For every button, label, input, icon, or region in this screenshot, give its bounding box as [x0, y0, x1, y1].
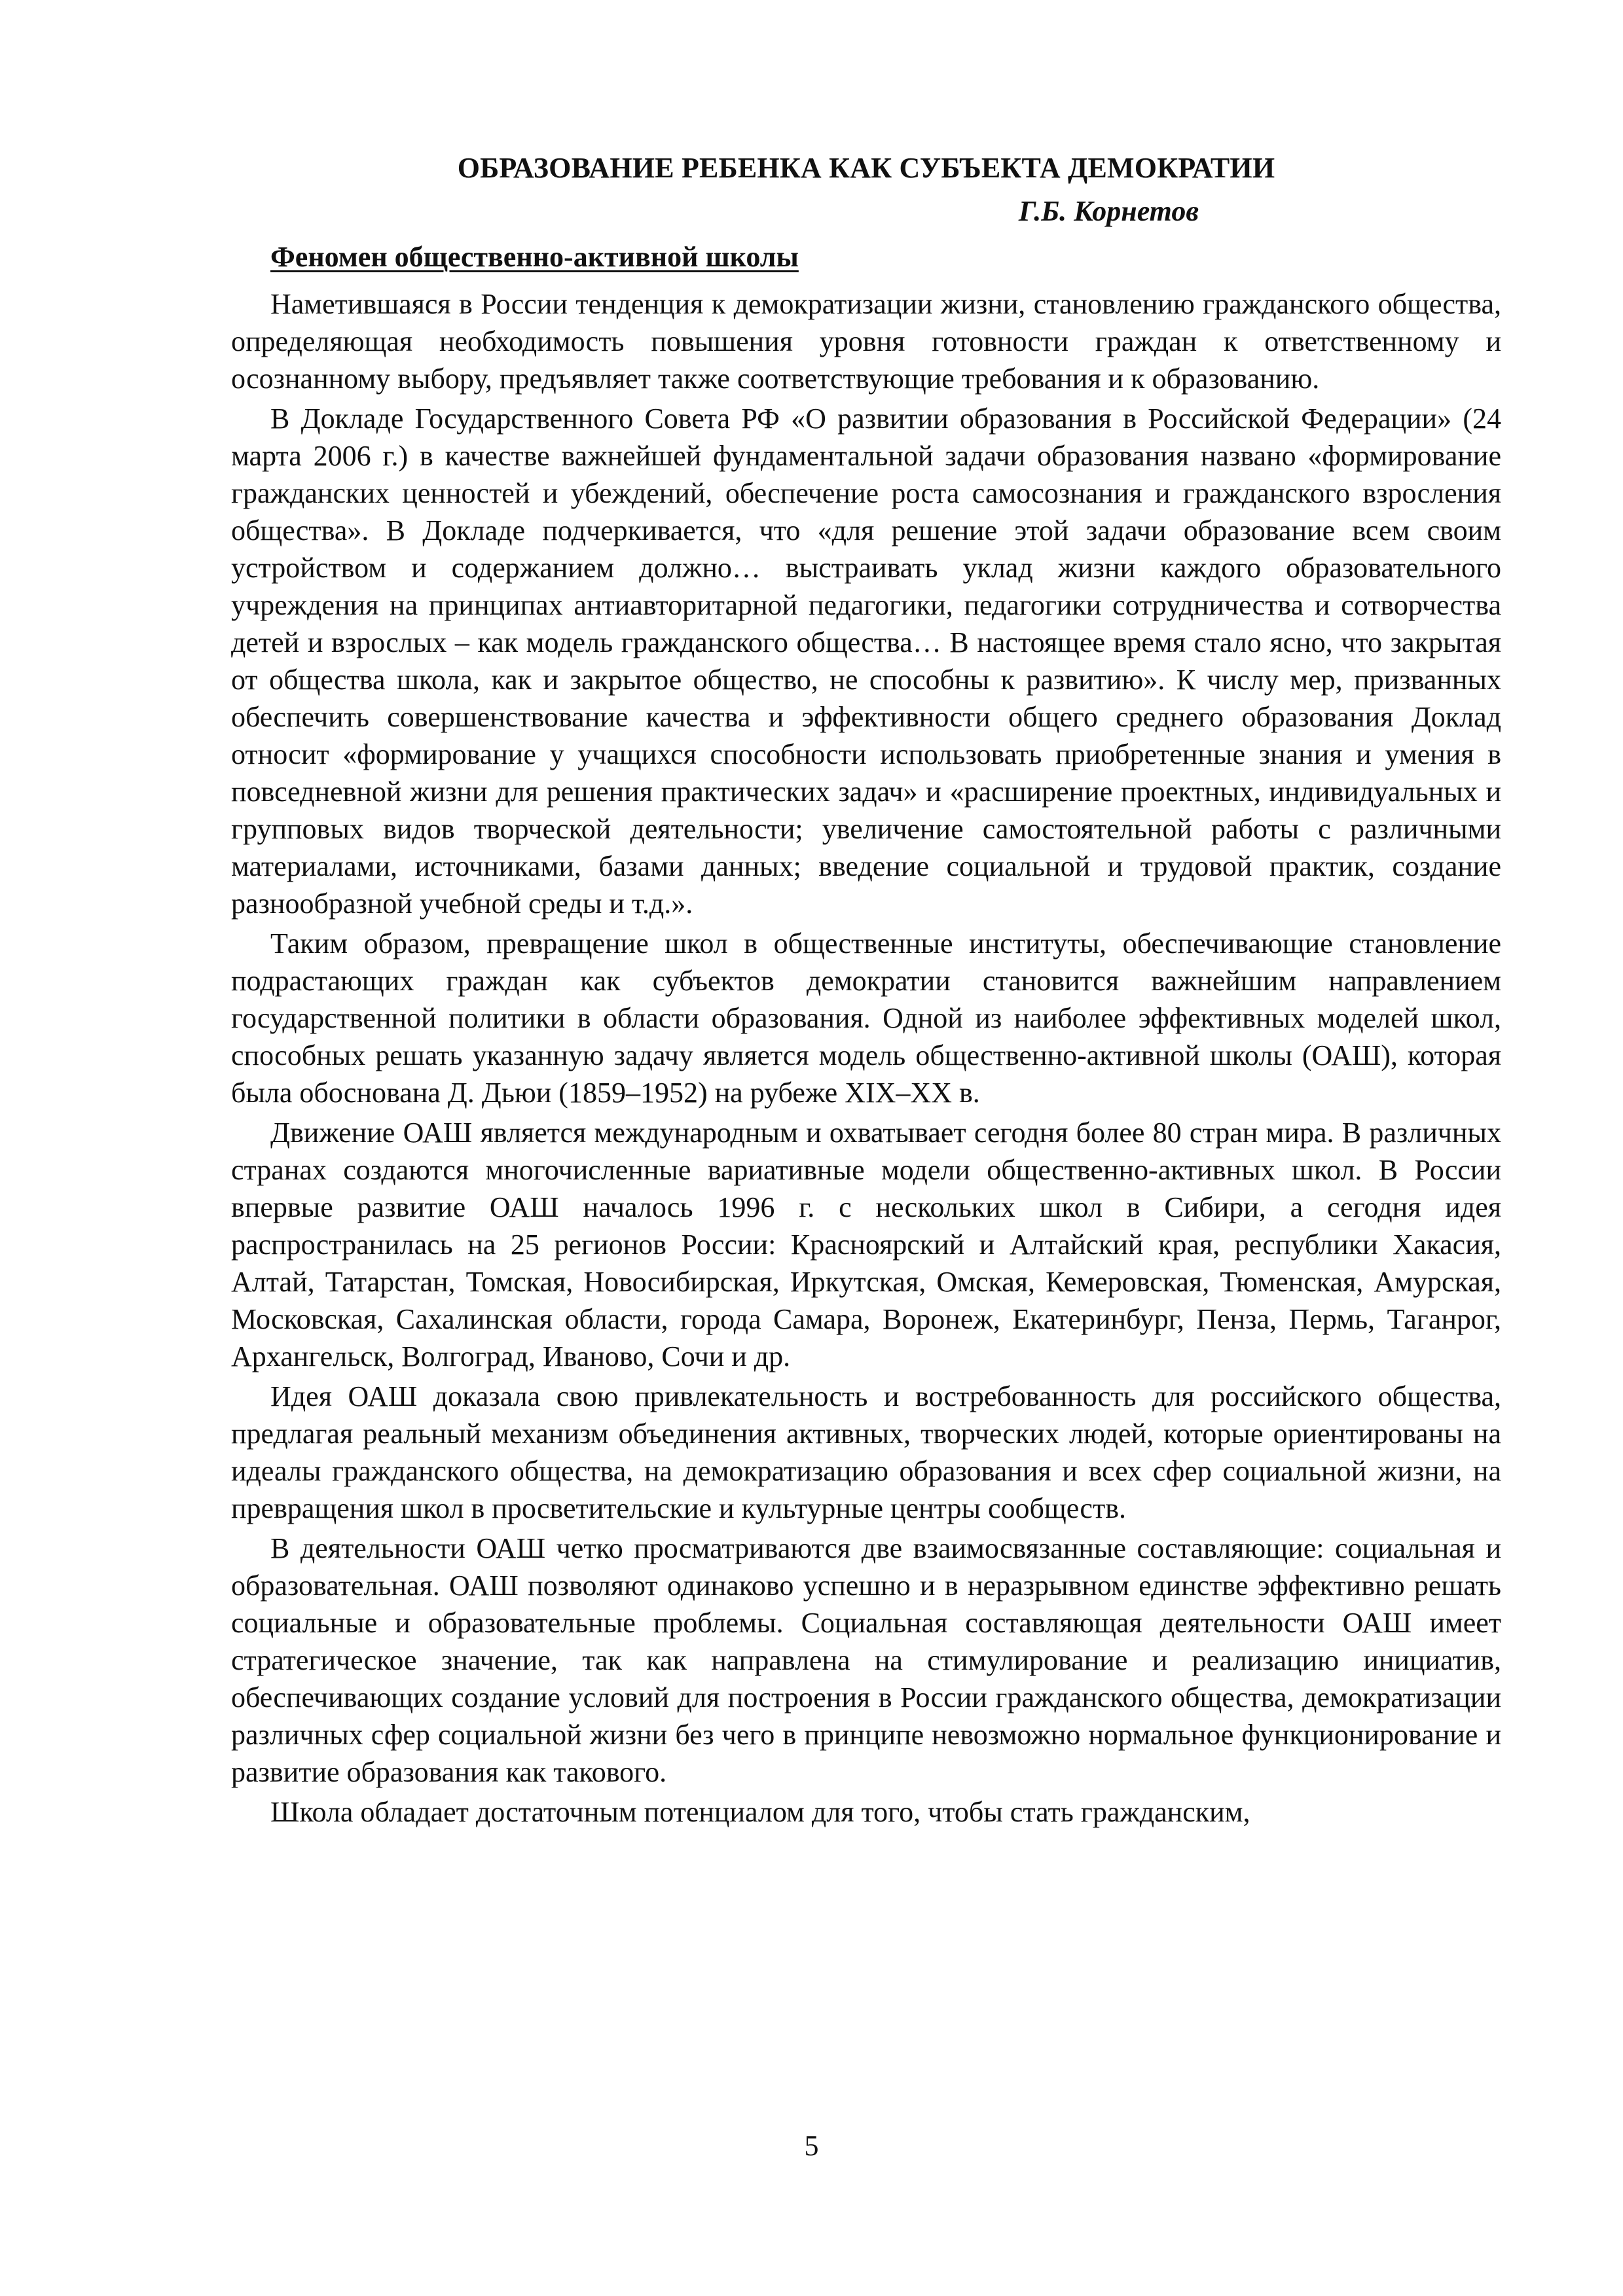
page-content: [231, 149, 1501, 1833]
paragraph: В Докладе Государственного Совета РФ «О развитии образования в Российской Федерации» (24 марта 2006 г.) в качестве важнейшей фундаментальной задачи образования названо «формирование гражданских ценностей и убеждений, обеспечение роста самосознания и гражданского взросления общества». В Докладе подчеркивается, что «для решение этой задачи образование всем своим устройством и содержанием должно… выстраивать уклад жизни каждого образовательного учреждения на принципах антиавторитарной педагогики, педагогики сотрудничества и сотворчества детей и взрослых – как модель гражданского общества… В настоящее время стало ясно, что закрытая от общества школа, как и закрытое общество, не способны к развитию». К числу мер, призванных обеспечить совершенствование качества и эффективности общего среднего образования Доклад относит «формирование у учащихся способности использовать приобретенные знания и умения в повседневной жизни для решения практических задач» и «расширение проектных, индивидуальных и групповых видов творческой деятельности; увеличение самостоятельной работы с различными материалами, источниками, базами данных; введение социальной и трудовой практик, создание разнообразной учебной среды и т.д.».: [231, 403, 1501, 920]
page-number: 5: [804, 2130, 819, 2162]
paragraph: Школа обладает достаточным потенциалом для того, чтобы стать гражданским,: [270, 1796, 1250, 1828]
section-heading: Феномен общественно-активной школы: [270, 241, 799, 273]
paragraph: Таким образом, превращение школ в общественные институты, обеспечивающие становление подрастающих граждан как субъектов демократии становится важнейшим направлением государственной политики в области образования. Одной из наиболее эффективных моделей школ, способных решать указанную задачу является модель общественно-активной школы (ОАШ), которая была обоснована Д. Дьюи (1859–1952) на рубеже XIX–XX в.: [231, 927, 1501, 1109]
article-title: ОБРАЗОВАНИЕ РЕБЕНКА КАК СУБЪЕКТА ДЕМОКРАТИИ: [457, 152, 1275, 184]
article-author: Г.Б. Корнетов: [1018, 195, 1199, 227]
paragraph: Движение ОАШ является международным и охватывает сегодня более 80 стран мира. В различных странах создаются многочисленные вариативные модели общественно-активных школ. В России впервые развитие ОАШ началось 1996 г. с нескольких школ в Сибири, а сегодня идея распространилась на 25 регионов России: Красноярский и Алтайский края, республики Хакасия, Алтай, Татарстан, Томская, Новосибирская, Иркутская, Омская, Кемеровская, Тюменская, Амурская, Московская, Сахалинская области, города Самара, Воронеж, Екатеринбург, Пенза, Пермь, Таганрог, Архангельск, Волгоград, Иваново, Сочи и др.: [231, 1117, 1501, 1372]
paragraph: Идея ОАШ доказала свою привлекательность и востребованность для российского общества, предлагая реальный механизм объединения активных, творческих людей, которые ориентированы на идеалы гражданского общества, на демократизацию образования и всех сфер социальной жизни, на превращения школ в просветительские и культурные центры сообществ.: [231, 1380, 1501, 1524]
paragraph: В деятельности ОАШ четко просматриваются две взаимосвязанные составляющие: социальная и образовательная. ОАШ позволяют одинаково успешно и в неразрывном единстве эффективно решать социальные и образовательные проблемы. Социальная составляющая деятельности ОАШ имеет стратегическое значение, так как направлена на стимулирование и реализацию инициатив, обеспечивающих создание условий для построения в России гражданского общества, демократизации различных сфер социальной жизни без чего в принципе невозможно нормальное функционирование и развитие образования как такового.: [231, 1532, 1501, 1788]
paragraph: Наметившаяся в России тенденция к демократизации жизни, становлению гражданского общества, определяющая необходимость повышения уровня готовности граждан к ответственному и осознанному выбору, предъявляет также соответствующие требования и к образованию.: [231, 288, 1501, 395]
